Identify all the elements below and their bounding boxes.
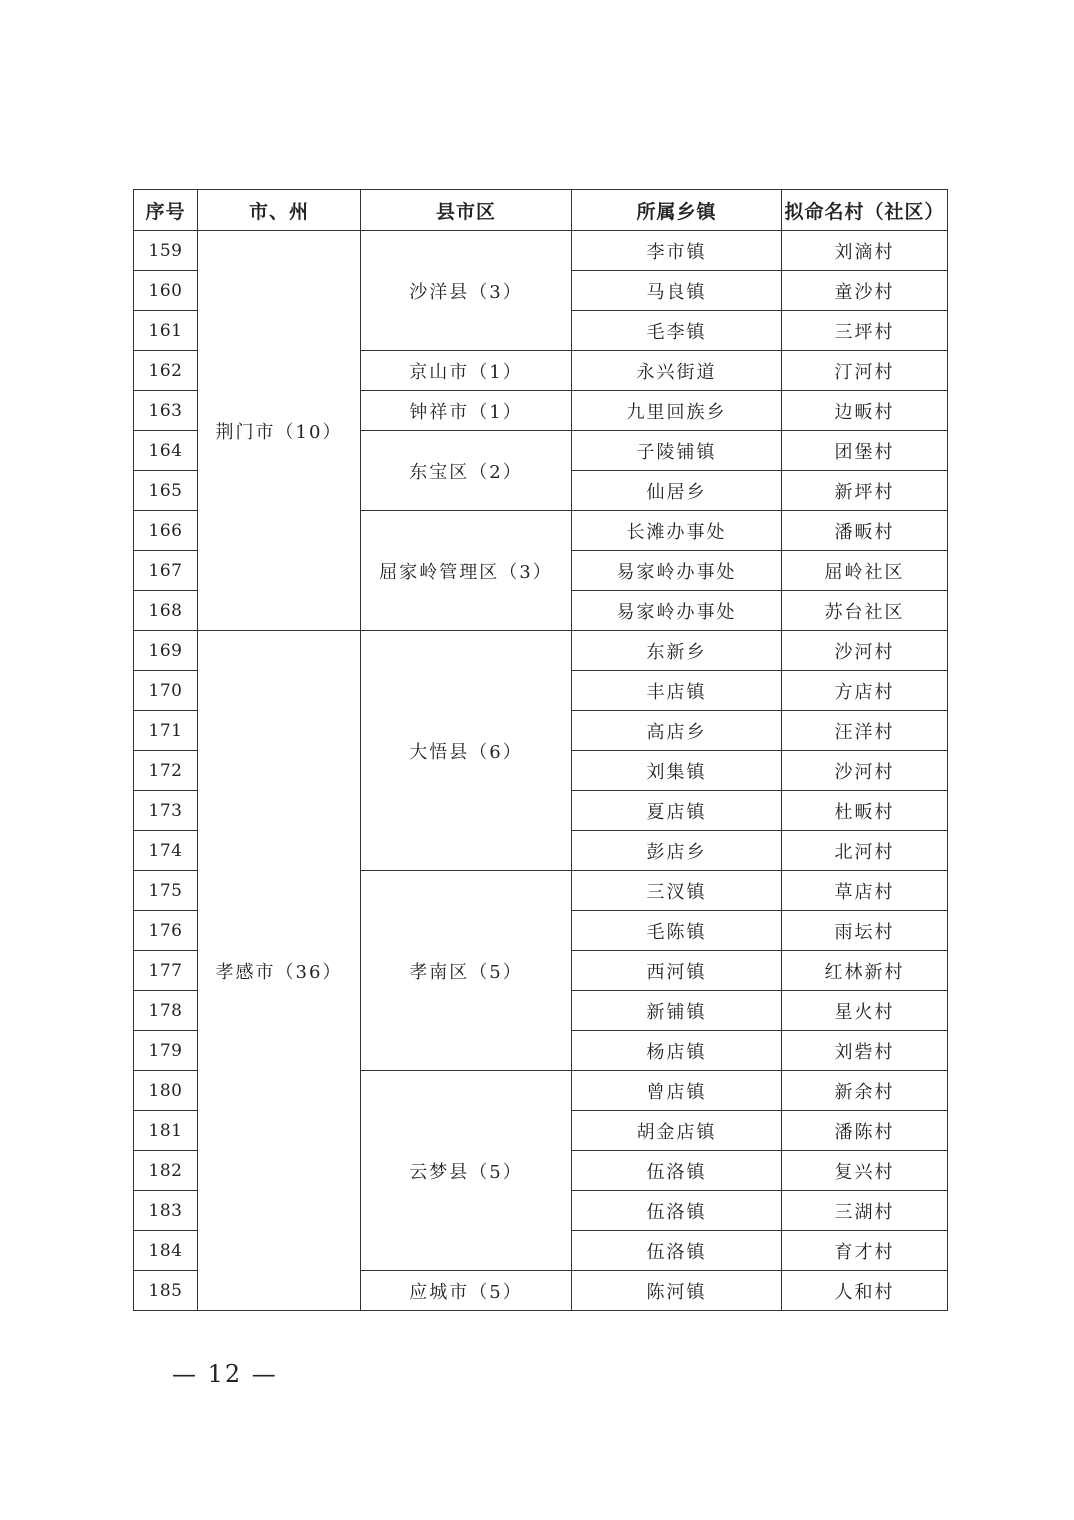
village-cell: 团堡村 [782,431,948,471]
township-cell: 易家岭办事处 [572,591,782,631]
village-cell: 北河村 [782,831,948,871]
township-cell: 易家岭办事处 [572,551,782,591]
county-cell: 东宝区（2） [361,431,572,511]
township-cell: 胡金店镇 [572,1111,782,1151]
header-serial-number: 序号 [134,190,198,231]
county-cell: 应城市（5） [361,1271,572,1311]
header-township: 所属乡镇 [572,190,782,231]
village-cell: 方店村 [782,671,948,711]
township-cell: 刘集镇 [572,751,782,791]
serial-number: 178 [134,991,198,1031]
serial-number: 176 [134,911,198,951]
page-number: — 12 — [172,1360,278,1388]
serial-number: 177 [134,951,198,991]
city-cell: 孝感市（36） [198,631,361,1311]
county-cell: 钟祥市（1） [361,391,572,431]
serial-number: 162 [134,351,198,391]
serial-number: 171 [134,711,198,751]
serial-number: 172 [134,751,198,791]
serial-number: 164 [134,431,198,471]
county-cell: 孝南区（5） [361,871,572,1071]
village-cell: 复兴村 [782,1151,948,1191]
township-cell: 曾店镇 [572,1071,782,1111]
village-cell: 刘滴村 [782,231,948,271]
county-cell: 京山市（1） [361,351,572,391]
table-row [134,631,948,671]
village-cell: 草店村 [782,871,948,911]
serial-number: 166 [134,511,198,551]
serial-number: 165 [134,471,198,511]
serial-number: 180 [134,1071,198,1111]
village-cell: 潘畈村 [782,511,948,551]
village-cell: 童沙村 [782,271,948,311]
city-cell: 荆门市（10） [198,231,361,631]
township-cell: 夏店镇 [572,791,782,831]
township-cell: 高店乡 [572,711,782,751]
village-cell: 新坪村 [782,471,948,511]
village-cell: 杜畈村 [782,791,948,831]
header-village: 拟命名村（社区） [782,190,948,231]
township-cell: 东新乡 [572,631,782,671]
village-cell: 星火村 [782,991,948,1031]
township-cell: 永兴街道 [572,351,782,391]
village-cell: 边畈村 [782,391,948,431]
serial-number: 167 [134,551,198,591]
county-cell: 云梦县（5） [361,1071,572,1271]
table-header-row [134,190,948,231]
township-cell: 九里回族乡 [572,391,782,431]
township-cell: 伍洛镇 [572,1231,782,1271]
serial-number: 184 [134,1231,198,1271]
village-cell: 新余村 [782,1071,948,1111]
serial-number: 174 [134,831,198,871]
serial-number: 170 [134,671,198,711]
township-cell: 杨店镇 [572,1031,782,1071]
header-county: 县市区 [361,190,572,231]
village-cell: 三坪村 [782,311,948,351]
village-cell: 汪洋村 [782,711,948,751]
serial-number: 168 [134,591,198,631]
township-cell: 李市镇 [572,231,782,271]
township-cell: 丰店镇 [572,671,782,711]
village-cell: 三湖村 [782,1191,948,1231]
township-cell: 伍洛镇 [572,1191,782,1231]
serial-number: 161 [134,311,198,351]
village-table [133,189,948,1311]
village-cell: 沙河村 [782,631,948,671]
township-cell: 长滩办事处 [572,511,782,551]
village-cell: 雨坛村 [782,911,948,951]
township-cell: 毛陈镇 [572,911,782,951]
header-city: 市、州 [198,190,361,231]
village-cell: 红林新村 [782,951,948,991]
township-cell: 毛李镇 [572,311,782,351]
township-cell: 仙居乡 [572,471,782,511]
township-cell: 伍洛镇 [572,1151,782,1191]
village-cell: 潘陈村 [782,1111,948,1151]
township-cell: 马良镇 [572,271,782,311]
serial-number: 181 [134,1111,198,1151]
table-row [134,231,948,271]
serial-number: 169 [134,631,198,671]
township-cell: 陈河镇 [572,1271,782,1311]
serial-number: 179 [134,1031,198,1071]
county-cell: 屈家岭管理区（3） [361,511,572,631]
village-cell: 苏台社区 [782,591,948,631]
county-cell: 大悟县（6） [361,631,572,871]
serial-number: 160 [134,271,198,311]
township-cell: 彭店乡 [572,831,782,871]
serial-number: 175 [134,871,198,911]
village-cell: 屈岭社区 [782,551,948,591]
serial-number: 173 [134,791,198,831]
village-cell: 育才村 [782,1231,948,1271]
village-cell: 刘砦村 [782,1031,948,1071]
township-cell: 西河镇 [572,951,782,991]
serial-number: 183 [134,1191,198,1231]
village-cell: 汀河村 [782,351,948,391]
village-cell: 人和村 [782,1271,948,1311]
serial-number: 163 [134,391,198,431]
serial-number: 182 [134,1151,198,1191]
township-cell: 新铺镇 [572,991,782,1031]
village-cell: 沙河村 [782,751,948,791]
serial-number: 159 [134,231,198,271]
township-cell: 三汊镇 [572,871,782,911]
county-cell: 沙洋县（3） [361,231,572,351]
serial-number: 185 [134,1271,198,1311]
township-cell: 子陵铺镇 [572,431,782,471]
